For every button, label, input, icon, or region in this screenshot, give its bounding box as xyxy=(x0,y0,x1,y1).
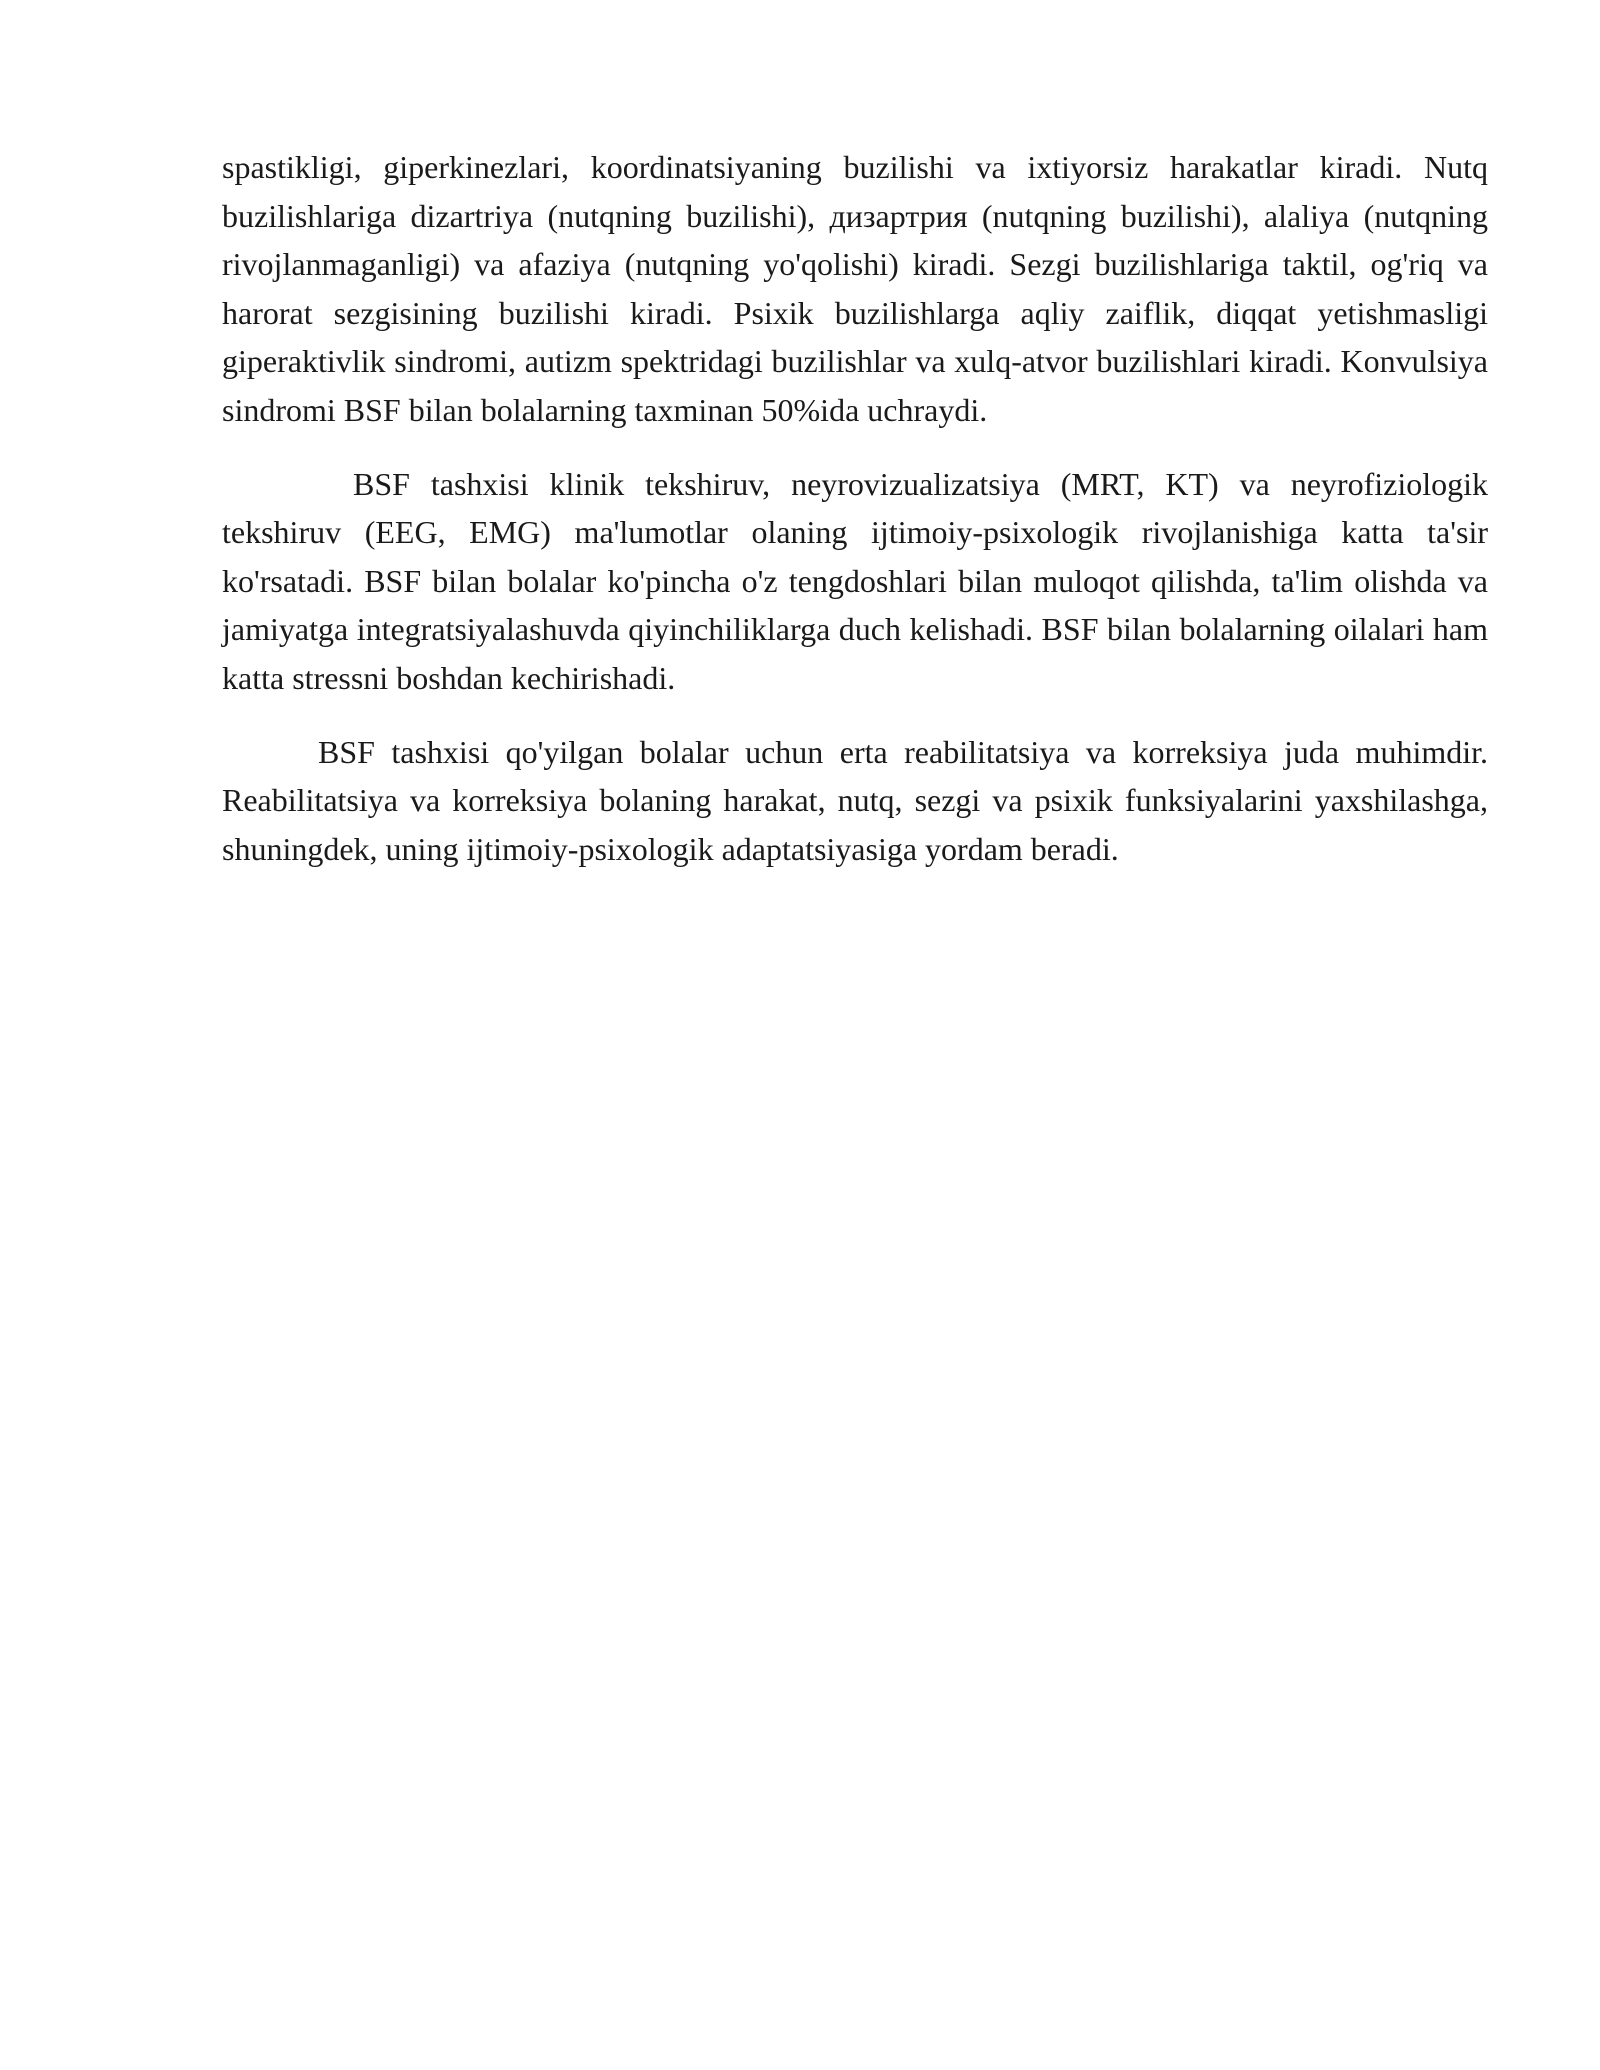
body-text xyxy=(222,143,1488,898)
paragraph-1: spastikligi, giperkinezlari, koordinatsiyaning buzilishi va ixtiyorsiz harakatlar kiradi. Nutq buzilishlariga dizartriya (nutqning buzilishi), дизартрия (nutqning buzilishi), alaliya (nutqning rivojlanmaganligi) va afaziya (nutqning yo'qolishi) kiradi. Sezgi buzilishlariga taktil, og'riq va harorat sezgisining buzilishi kiradi. Psixik buzilishlarga aqliy zaiflik, diqqat yetishmasligi giperaktivlik sindromi, autizm spektridagi buzilishlar va xulq-atvor buzilishlari kiradi. Konvulsiya sindromi BSF bilan bolalarning taxminan 50%ida uchraydi. xyxy=(222,149,1488,428)
paragraph-3: BSF tashxisi qo'yilgan bolalar uchun erta reabilitatsiya va korreksiya juda muhimdir. Reabilitatsiya va korreksiya bolaning harakat, nutq, sezgi va psixik funksiyalarini yaxshilashga, shuningdek, uning ijtimoiy-psixologik adaptatsiyasiga yordam beradi. xyxy=(222,733,1488,867)
paragraph-2: BSF tashxisi klinik tekshiruv, neyrovizualizatsiya (MRT, KT) va neyrofiziologik tekshiruv (EEG, EMG) ma'lumotlar olaning ijtimoiy-psixologik rivojlanishiga katta ta'sir ko'rsatadi. BSF bilan bolalar ko'pincha o'z tengdoshlari bilan muloqot qilishda, ta'lim olishda va jamiyatga integratsiyalashuvda qiyinchiliklarga duch kelishadi. BSF bilan bolalarning oilalari ham katta stressni boshdan kechirishadi. xyxy=(222,465,1488,696)
